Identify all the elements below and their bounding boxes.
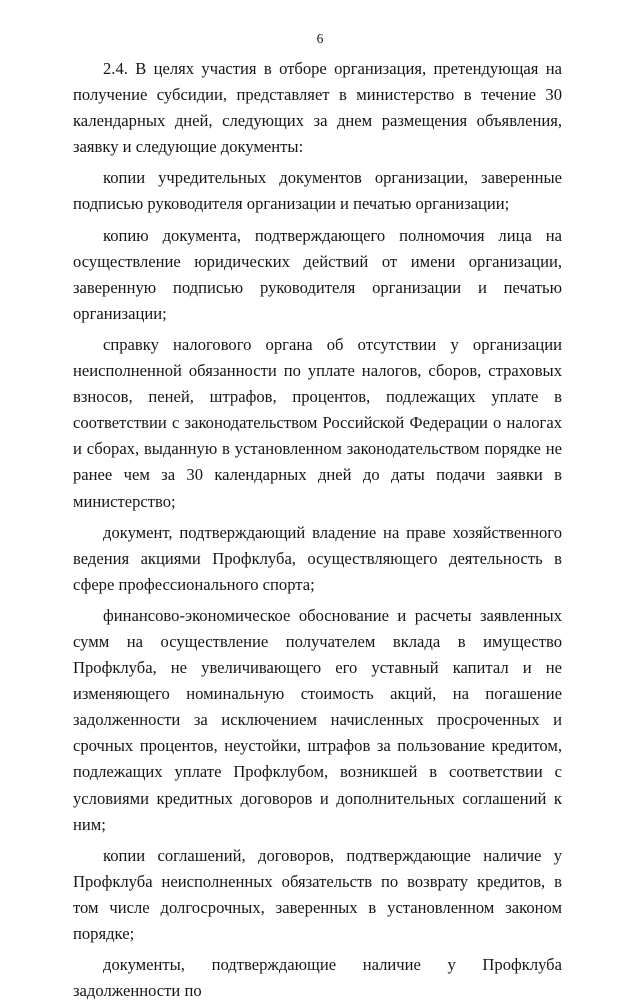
page-number: 6 bbox=[316, 31, 324, 46]
paragraph-tax-certificate: справку налогового органа об отсутствии у организации неисполненной обязанности по уплате налогов, сборов, страховых взносов, пеней, штрафов, процентов, подлежащих уплате в соответствии с законодательством Российской Федерации о налогах и сборах, выданную в установленном законодательством порядке не ранее чем за 30 календарных дней до даты подачи заявки в министерство; bbox=[73, 334, 562, 511]
paragraph-shares-ownership: документ, подтверждающий владение на праве хозяйственного ведения акциями Профклуба, осуществляющего деятельность в сфере профессионального спорта; bbox=[73, 522, 562, 594]
document-body bbox=[73, 56, 562, 1004]
paragraph-2-4-intro: 2.4. В целях участия в отборе организация, претендующая на получение субсидии, представляет в министерство в течение 30 календарных дней, следующих за днем размещения объявления, заявку и следующие документы: bbox=[73, 59, 562, 157]
paragraph-debt-documents: документы, подтверждающие наличие у Профклуба задолженности по bbox=[73, 955, 562, 1001]
paragraph-charter-documents: копии учредительных документов организации, заверенные подписью руководителя организации и печатью организации; bbox=[73, 168, 562, 214]
paragraph-financial-justification: финансово-экономическое обоснование и расчеты заявленных сумм на осуществление получателем вклада в имущество Профклуба, не увеличивающего его уставный капитал и не изменяющего номинальную стоимость акций, на погашение задолженности за исключением начисленных просроченных и срочных процентов, неустойки, штрафов за пользование кредитом, подлежащих уплате Профклубом, возникшей в соответствии с условиями кредитных договоров и дополнительных соглашений к ним; bbox=[73, 605, 562, 834]
paragraph-authority-document: копию документа, подтверждающего полномочия лица на осуществление юридических действий от имени организации, заверенную подписью руководителя организации и печатью организации; bbox=[73, 225, 562, 323]
paragraph-loan-agreements: копии соглашений, договоров, подтверждающие наличие у Профклуба неисполненных обязательств по возврату кредитов, в том числе долгосрочных, заверенных в установленном законом порядке; bbox=[73, 845, 562, 943]
